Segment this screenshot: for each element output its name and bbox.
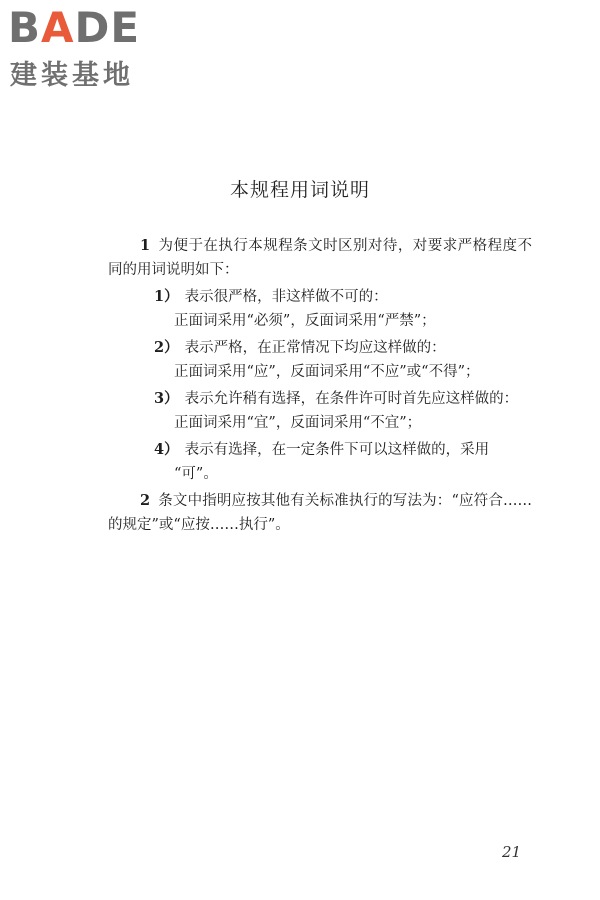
list-item (154, 387, 532, 435)
logo-subtitle: 建装基地 (10, 60, 134, 91)
item-number: 1） (154, 288, 179, 305)
item-text: 表示严格，在正常情况下均应这样做的： (184, 340, 446, 356)
clause-1 (108, 234, 532, 282)
page-title: 本规程用词说明 (229, 179, 370, 201)
list-item (154, 285, 532, 333)
item-number: 2） (154, 339, 179, 356)
document-body (108, 234, 532, 537)
item-detail: “可”。 (174, 465, 218, 482)
item-text: 表示有选择，在一定条件下可以这样做的，采用 (184, 442, 490, 458)
list-item (154, 336, 532, 384)
item-detail: 正面词采用“应”，反面词采用“不应”或“不得”； (174, 363, 480, 380)
item-detail: 正面词采用“宜”，反面词采用“不宜”； (174, 414, 422, 431)
clause-number: 2 (140, 492, 151, 509)
list-item (154, 438, 532, 486)
bade-logo (8, 4, 178, 94)
item-number: 3） (154, 390, 179, 407)
page-number: 21 (502, 843, 522, 861)
clause-number: 1 (140, 237, 151, 254)
clause-text: 条文中指明应按其他有关标准执行的写法为：“应符合……的规定”或“应按……执行”。 (108, 493, 532, 533)
clause-2 (108, 489, 532, 537)
item-detail: 正面词采用“必须”，反面词采用“严禁”； (174, 312, 436, 329)
item-number: 4） (154, 441, 179, 458)
item-text: 表示允许稍有选择，在条件许可时首先应这样做的： (184, 391, 519, 407)
logo-wordmark: BADE (8, 3, 141, 52)
item-text: 表示很严格，非这样做不可的： (184, 289, 388, 305)
clause-text: 为便于在执行本规程条文时区别对待，对要求严格程度不同的用词说明如下： (108, 238, 532, 278)
